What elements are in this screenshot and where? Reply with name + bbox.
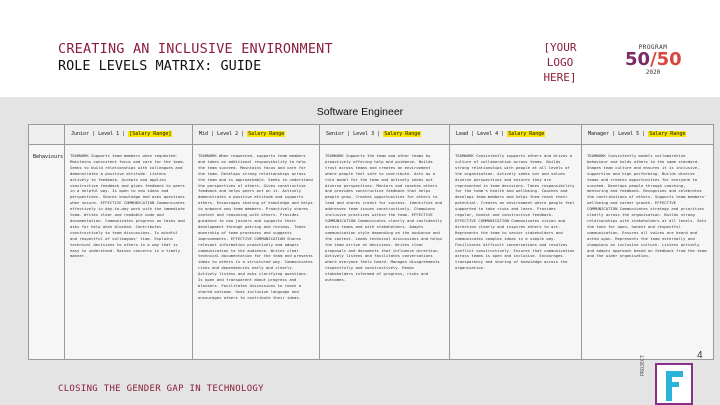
title-line-2: ROLE LEVELS MATRIX: GUIDE <box>58 58 262 74</box>
cell-manager <box>581 145 713 359</box>
program-badge-year: 2020 <box>645 69 661 76</box>
program-badge-number-a: 50 <box>625 49 651 70</box>
header-mid-salary: Salary Range <box>248 131 285 137</box>
header-lead-level: Lead | Level 4 | <box>456 131 505 137</box>
header-senior-salary: Salary Range <box>384 131 421 137</box>
header-junior-level: Junior | Level 1 | <box>71 131 126 137</box>
project-f-logo-icon <box>655 363 693 405</box>
header-junior-salary: [Salary Range] <box>129 131 172 137</box>
row-label-behaviours: Behaviours <box>33 154 64 160</box>
program-badge-label: PROGRAM <box>638 44 668 51</box>
header-manager-level: Manager | Level 5 | <box>588 131 646 137</box>
logo-bar-middle <box>666 382 679 387</box>
program-badge <box>625 44 681 88</box>
cell-junior <box>64 145 192 359</box>
cell-lead-text: TEAMWORK Consistently supports others and drives a culture of collaboration across teams. Builds strong relationships with people at all levels of the organisation. Actively seeks out and values diverse perspectives and ensures they are represented in team decisions. Takes responsibility for the team's health and wellbeing. Coaches and develops team members and helps them reach their potential. Creates an environment where people feel supported to take risks and learn. Provides regular, honest and constructive feedback. EFFECTIVE COMMUNICATION Communicates vision and direction clearly and inspires others to act. Represents the team to senior stakeholders and communicates complex ideas in a simple way. Facilitates difficult conversations and resolves conflict constructively. Ensures that communication across teams is open and inclusive. Encourages transparency and sharing of knowledge across the organisation. <box>455 153 575 271</box>
cell-manager-text: TEAMWORK Consistently models collaborative behaviour and holds others to the same standard. Shapes team culture and ensures it is inclusive, supportive and high performing. Builds diverse teams and creates opportunities for everyone to succeed. Develops people through coaching, mentoring and feedback. Recognises and celebrates the contributions of others. Supports team members' wellbeing and career growth. EFFECTIVE COMMUNICATION Communicates strategy and priorities clearly across the organisation. Builds strong relationships with stakeholders at all levels. Sets the tone for open, honest and respectful communication. Ensures all voices are heard and acted upon. Represents the team externally and champions an inclusive culture. Listens actively and adapts approach based on feedback from the team and the wider organisation. <box>587 153 707 259</box>
header-senior <box>319 125 449 144</box>
header-mid-level: Mid | Level 2 | <box>199 131 245 137</box>
role-levels-matrix <box>28 124 714 360</box>
footer-text: CLOSING THE GENDER GAP IN TECHNOLOGY <box>58 384 264 394</box>
cell-junior-text: TEAMWORK Supports team members when requested. Maintains consistent focus and care for the team. Seeks to build relationships with colleagues and demonstrates a positive attitude. Listens actively to feedback. Accepts and applies constructive feedback and gives feedback to peers in a helpful way. Is open to new ideas and perspectives. Shares knowledge and asks questions when unsure. EFFECTIVE COMMUNICATION Communicates effectively in day-to-day work with the immediate team. Writes clear and readable code and documentation. Communicates progress on tasks and asks for help when blocked. Contributes constructively to team discussions. Is mindful and respectful of colleagues' time. Explains technical decisions to others in a way that is easy to understand. Raises concerns in a timely manner. <box>70 153 185 259</box>
logo-placeholder-line-2: LOGO <box>546 56 574 69</box>
program-badge-number-b: /50 <box>650 49 682 70</box>
header-junior <box>64 125 192 144</box>
cell-senior <box>319 145 449 359</box>
document-title <box>58 41 388 75</box>
cell-mid <box>192 145 319 359</box>
title-line-1: CREATING AN INCLUSIVE ENVIRONMENT <box>58 41 333 57</box>
logo-placeholder-line-1: [YOUR <box>543 41 577 54</box>
cell-senior-text: TEAMWORK Supports the team and other teams by proactively offering help and guidance. Builds trust across teams and creates an environment where people feel safe to contribute. Acts as a role model for the team and actively seeks out diverse perspectives. Mentors and coaches others and provides constructive feedback that helps people grow. Creates opportunities for others to lead and shares credit for success. Identifies and addresses team issues constructively. Champions inclusive practices within the team. EFFECTIVE COMMUNICATION Communicates clearly and confidently across teams and with stakeholders. Adapts communication style depending on the audience and the context. Leads technical discussions and helps the team arrive at decisions. Writes clear proposals and documents that influence direction. Actively listens and facilitates conversations where everyone feels heard. Manages disagreements respectfully and constructively. Keeps stakeholders informed of progress, risks and outcomes. <box>325 153 443 283</box>
header-manager-salary: Salary Range <box>649 131 686 137</box>
cell-lead <box>449 145 581 359</box>
matrix-header-row <box>29 125 713 145</box>
header-mid <box>192 125 319 144</box>
logo-placeholder <box>532 40 588 85</box>
page-number: 4 <box>697 350 703 361</box>
header-lead <box>449 125 581 144</box>
program-badge-number <box>625 51 681 69</box>
project-label: PROJECT <box>640 354 646 376</box>
section-heading: Software Engineer <box>316 106 404 118</box>
header-manager <box>581 125 713 144</box>
header-senior-level: Senior | Level 3 | <box>326 131 381 137</box>
header-lead-salary: Salary Range <box>508 131 545 137</box>
logo-placeholder-line-3: HERE] <box>543 71 577 84</box>
cell-mid-text: TEAMWORK When requested, supports team members and takes on additional responsibility to help the team succeed. Maintains focus and care for the team. Develops strong relationships across the team and is approachable. Seeks to understand the perspectives of others. Gives constructive feedback and helps peers act on it. Actively demonstrates a positive attitude and supports others. Encourages sharing of knowledge and helps to onboard new team members. Proactively shares context and reasoning with others. Provides guidance to new joiners and supports their development through pairing and reviews. Takes ownership of team processes and suggests improvements. EFFECTIVE COMMUNICATION Shares relevant information proactively and adapts communication to the audience. Writes clear technical documentation for the team and presents ideas to others in a structured way. Communicates risks and dependencies early and clearly. Actively listens and asks clarifying questions. Is open and transparent about progress and blockers. Facilitates discussions to reach a shared outcome. Uses inclusive language and encourages others to contribute their ideas. <box>198 153 313 300</box>
